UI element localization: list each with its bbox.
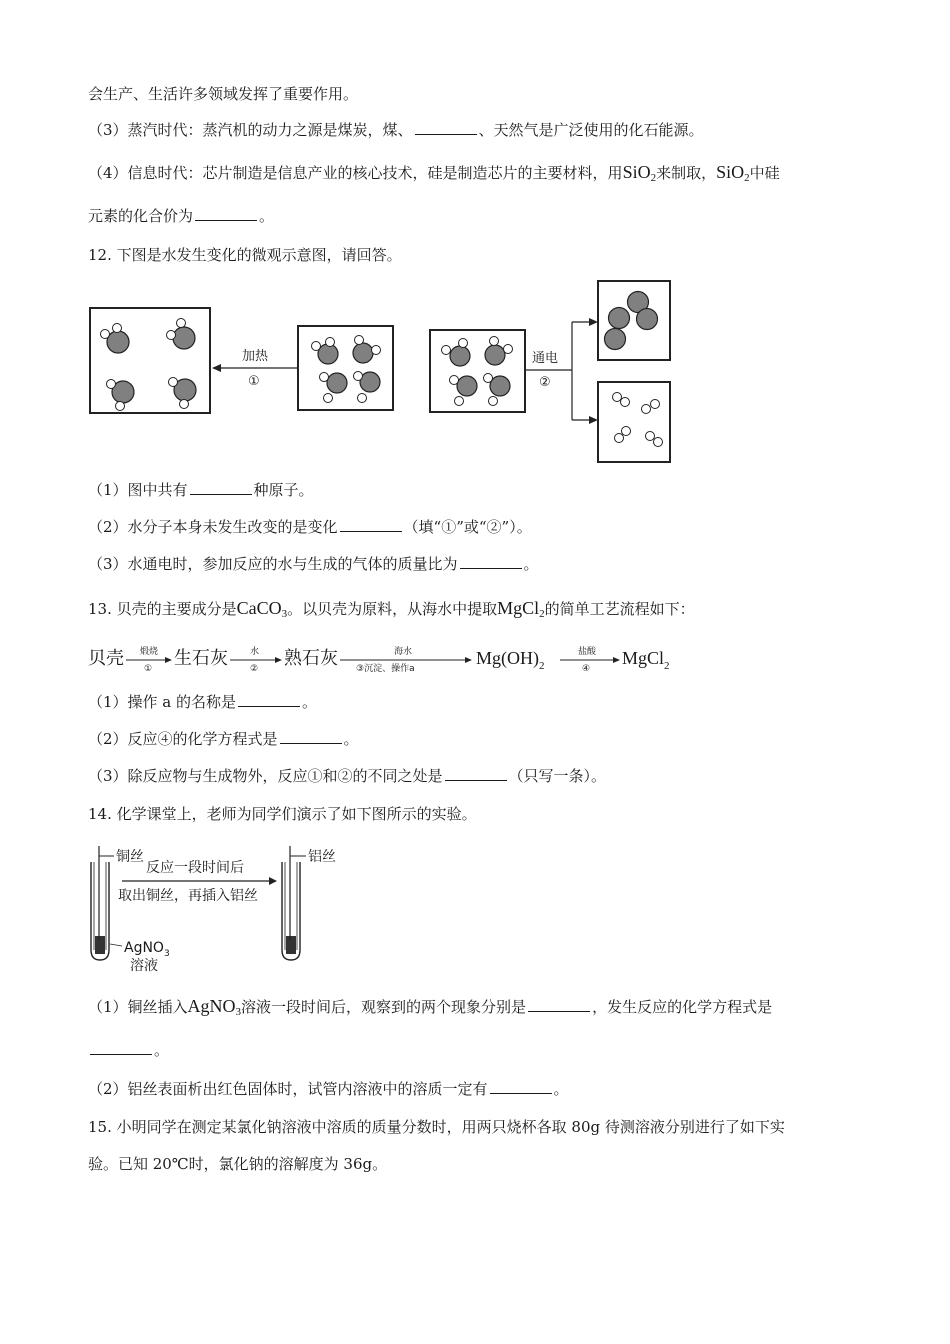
process-flow	[88, 640, 708, 680]
q14-1-cont	[88, 1040, 169, 1060]
q11-4-text-a: （4）信息时代：芯片制造是信息产业的核心技术，硅是制造芯片的主要材料，用	[88, 164, 623, 182]
q13-1-text: （1）操作 a 的名称是	[88, 693, 237, 711]
test-tube-experiment-diagram	[86, 842, 356, 974]
period: 。	[154, 1041, 170, 1059]
caco3-formula: CaCO$_3$	[236, 598, 288, 620]
q12-1-text-a: （1）图中共有	[88, 481, 188, 499]
q12-3	[88, 554, 539, 574]
answer-blank[interactable]	[195, 206, 257, 221]
answer-blank[interactable]	[190, 480, 252, 495]
q14-1-text-c: ，发生反应的化学方程式是	[592, 998, 773, 1016]
q12-title: 12. 下图是水发生变化的微观示意图，请回答。	[88, 246, 402, 264]
electrolysis-label: 通电	[532, 351, 559, 366]
answer-blank[interactable]	[528, 997, 590, 1012]
sio2-formula: SiO$_2$	[622, 162, 657, 184]
q11-4-text-d: 元素的化合价为	[88, 207, 194, 225]
q11-3-text-b: 、天然气是广泛使用的化石能源。	[478, 121, 704, 139]
step-2-label: ②	[539, 375, 551, 390]
q12-3-text-a: （3）水通电时，参加反应的水与生成的气体的质量比为	[88, 555, 458, 573]
arrow-1-bottom: ①	[144, 664, 153, 674]
water-molecules-box	[298, 326, 393, 410]
solution-label: 溶液	[130, 958, 158, 974]
q12-2-text-a: （2）水分子本身未发生改变的是变化	[88, 518, 338, 536]
answer-blank[interactable]	[90, 1040, 152, 1055]
flow-node-quicklime: 生石灰	[174, 648, 228, 669]
q13-3-text-a: （3）除反应物与生成物外，反应①和②的不同之处是	[88, 767, 443, 785]
period: 。	[553, 1080, 569, 1098]
q12-2	[88, 517, 532, 537]
q14-1	[88, 996, 772, 1017]
period: 。	[523, 555, 539, 573]
q12-2-text-b: （填“①”或“②”）。	[403, 518, 532, 536]
test-tube-left	[91, 846, 114, 960]
q12-1-text-b: 种原子。	[253, 481, 314, 499]
answer-blank[interactable]	[490, 1079, 552, 1094]
q14-1-text-b: 溶液一段时间后，观察到的两个现象分别是	[241, 998, 527, 1016]
q14-title: 14. 化学课堂上，老师为同学们演示了如下图所示的实验。	[88, 805, 477, 823]
sio2-formula: SiO$_2$	[716, 162, 750, 184]
q14-2	[88, 1079, 569, 1099]
arrow-3-top: 海水	[394, 647, 413, 657]
q11-4-text-b: 来制取，	[656, 164, 717, 182]
q13-2	[88, 729, 359, 749]
heating-label: 加热	[242, 349, 269, 364]
flow-node-shell: 贝壳	[88, 648, 124, 669]
mgcl2-formula: MgCl$_2$	[497, 598, 545, 620]
arrow-4-bottom: ④	[582, 664, 591, 674]
q13-text-b: 。以贝壳为原料，从海水中提取	[287, 600, 498, 618]
test-tube-right	[282, 846, 306, 960]
step-label-2: 取出铜丝，再插入铝丝	[118, 888, 258, 904]
q14-2-text: （2）铝丝表面析出红色固体时，试管内溶液中的溶质一定有	[88, 1080, 488, 1098]
arrow-3-bottom: ③沉淀、操作a	[356, 664, 415, 674]
period: 。	[259, 207, 275, 225]
q15-line-1: 15. 小明同学在测定某氯化钠溶液中溶质的质量分数时，用两只烧杯各取 80g 待测溶液分别进行了如下实	[88, 1118, 785, 1136]
q13-3-text-b: （只写一条）。	[508, 767, 607, 785]
step-label-1: 反应一段时间后	[146, 860, 244, 876]
arrow-2-top: 水	[250, 647, 260, 657]
answer-blank[interactable]	[460, 554, 522, 569]
aluminum-wire-label: 铝丝	[308, 849, 336, 865]
q14-1-text-a: （1）铜丝插入	[88, 998, 188, 1016]
arrow-1-top: 煅烧	[140, 647, 159, 657]
q13-text-a: 13. 贝壳的主要成分是	[88, 600, 237, 618]
q13-title	[88, 598, 695, 619]
answer-blank[interactable]	[280, 729, 342, 744]
q11-3-text-a: （3）蒸汽时代：蒸汽机的动力之源是煤炭，煤、	[88, 121, 413, 139]
q13-3	[88, 766, 606, 786]
step-1-label: ①	[248, 374, 260, 389]
q15-line-2: 验。已知 20℃时，氯化钠的溶解度为 36g。	[88, 1155, 388, 1173]
period: 。	[302, 693, 318, 711]
q11-4-cont	[88, 206, 274, 226]
answer-blank[interactable]	[445, 766, 507, 781]
water-change-diagram	[80, 278, 680, 468]
hydrogen-molecules-box	[598, 382, 670, 462]
q13-text-c: 的简单工艺流程如下：	[544, 600, 695, 618]
answer-blank[interactable]	[238, 692, 300, 707]
q13-2-text: （2）反应④的化学方程式是	[88, 730, 278, 748]
arrow-4-top: 盐酸	[578, 647, 597, 657]
period: 。	[343, 730, 359, 748]
copper-wire-label: 铜丝	[116, 849, 144, 865]
water-molecules-box-before-electrolysis	[430, 330, 525, 412]
agno3-formula: AgNO$_3$	[187, 996, 242, 1018]
flow-node-mgcl2: MgCl$_2$	[622, 648, 670, 672]
q11-3	[88, 120, 704, 140]
answer-blank[interactable]	[340, 517, 402, 532]
q12-1	[88, 480, 314, 500]
q11-4	[88, 162, 780, 183]
agno3-label: AgNO$_3$	[124, 940, 170, 959]
q11-4-text-c: 中硅	[749, 164, 780, 182]
arrow-2-bottom: ②	[250, 664, 259, 674]
answer-blank[interactable]	[415, 120, 477, 135]
q13-1	[88, 692, 317, 712]
flow-node-mg-oh-2: $Mg(OH)_2$	[476, 648, 545, 672]
flow-node-slaked-lime: 熟石灰	[284, 648, 338, 669]
text-line-1: 会生产、生活许多领域发挥了重要作用。	[88, 85, 359, 103]
